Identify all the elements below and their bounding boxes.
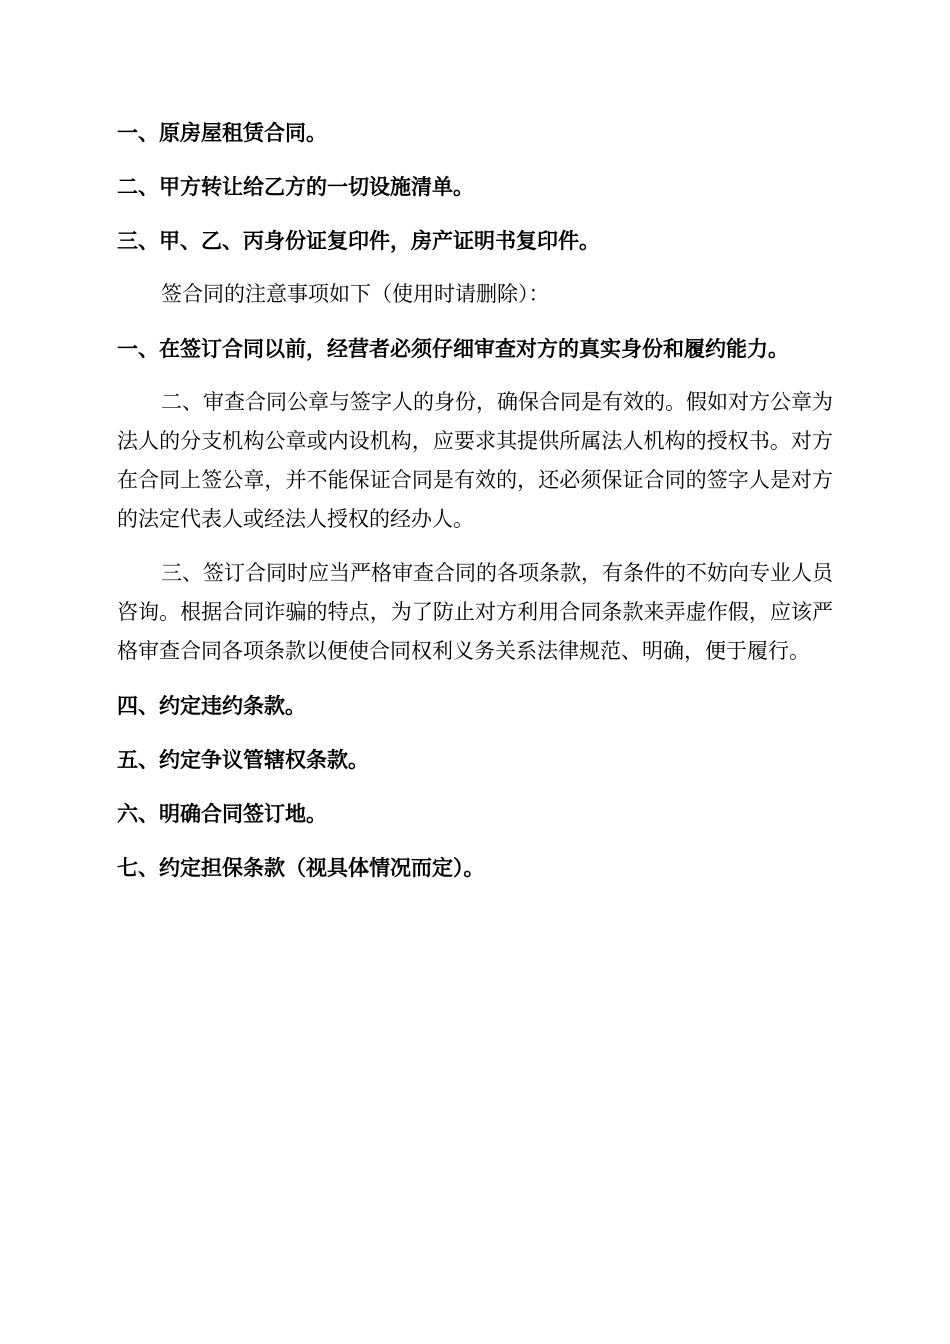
attachment-item-3: 三、甲、乙、丙身份证复印件，房产证明书复印件。 — [117, 228, 600, 253]
attachment-item-1: 一、原房屋租赁合同。 — [117, 120, 327, 145]
note-item-5: 五、约定争议管辖权条款。 — [117, 747, 369, 772]
note-item-7: 七、约定担保条款（视具体情况而定）。 — [117, 855, 485, 880]
note-item-6: 六、明确合同签订地。 — [117, 801, 327, 826]
note-item-1: 一、在签订合同以前，经营者必须仔细审查对方的真实身份和履约能力。 — [117, 336, 789, 361]
note-item-4: 四、约定违约条款。 — [117, 693, 306, 718]
notes-intro: 签合同的注意事项如下（使用时请删除）： — [161, 282, 550, 306]
note-item-3: 三、签订合同时应当严格审查合同的各项条款，有条件的不妨向专业人员咨询。根据合同诈骗的特点，为了防止对方利用合同条款来弄虚作假，应该严格审查合同各项条款以便使合同权利义务关系法律规范、明确，便于履行。 — [117, 561, 833, 663]
note-item-2: 二、审查合同公章与签字人的身份，确保合同是有效的。假如对方公章为法人的分支机构公章或内设机构，应要求其提供所属法人机构的授权书。对方在合同上签公章，并不能保证合同是有效的，还必须保证合同的签字人是对方的法定代表人或经法人授权的经办人。 — [117, 390, 833, 531]
document-page — [117, 113, 833, 887]
attachment-item-2: 二、甲方转让给乙方的一切设施清单。 — [117, 174, 474, 199]
